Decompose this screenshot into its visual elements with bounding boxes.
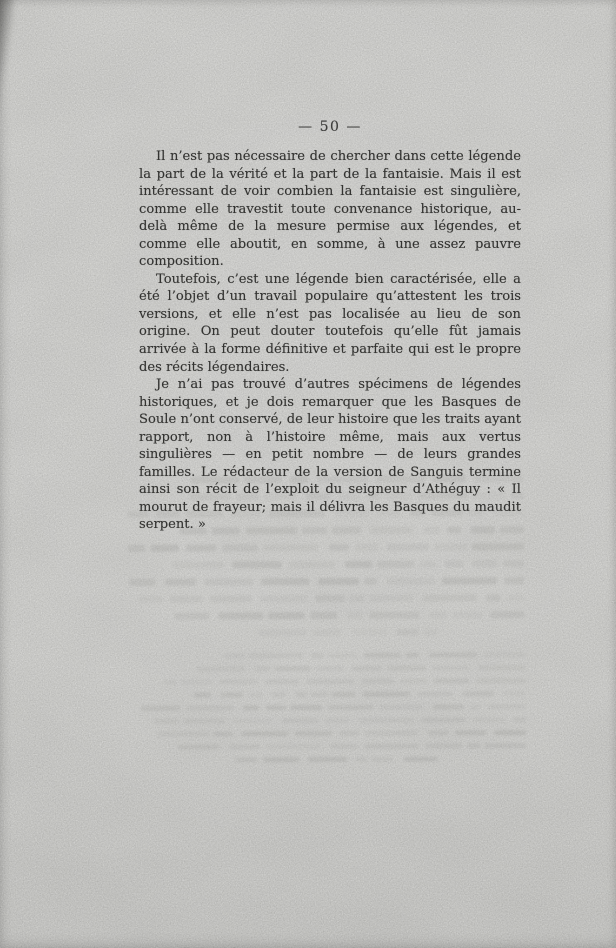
bleed-word-mark	[503, 560, 524, 567]
bleed-word-mark	[490, 611, 524, 618]
bleed-word-mark	[484, 743, 526, 748]
bleed-word-mark	[329, 544, 349, 551]
bleed-word-mark	[425, 743, 462, 748]
bleed-word-mark	[432, 665, 470, 670]
bleed-word-mark	[442, 577, 497, 584]
bleed-word-mark	[138, 596, 163, 603]
paragraph-3: Je n’ai pas trouvé d’autres spécimens de légendes historiques, et je dois remarquer que les Basques de Soule n’ont conservé, de leur histoire que les traits ayant rapport, non à l’histoire même, mais aux vertus singulières — en petit nombre — de leurs grandes familles. Le rédacteur de la version de Sanguis termine ainsi son récit de l’exploit du seigneur d’Athéguy : « Il mourut de frayeur; mais il délivra les Basques du maudit serpent. »	[139, 377, 521, 533]
bleed-word-mark	[307, 679, 354, 684]
bleed-word-mark	[154, 719, 178, 724]
bleed-word-mark	[129, 579, 155, 586]
bleed-word-mark	[455, 730, 486, 735]
bleed-word-mark	[141, 706, 180, 711]
bleed-word-mark	[486, 594, 500, 601]
bleed-word-mark	[310, 612, 337, 619]
bleed-word-mark	[472, 543, 524, 550]
bleed-word-mark	[339, 731, 359, 736]
bleed-word-mark	[255, 666, 271, 671]
bleed-word-mark	[289, 561, 336, 568]
bleed-word-mark	[183, 718, 225, 723]
bleed-word-mark	[355, 544, 378, 551]
bleed-word-mark	[347, 612, 362, 619]
bleed-word-mark	[261, 578, 309, 585]
bleed-word-mark	[197, 666, 245, 671]
bleed-word-mark	[369, 612, 419, 619]
bleed-word-mark	[174, 613, 209, 620]
bleed-word-mark	[351, 629, 387, 636]
bleed-word-mark	[187, 705, 234, 710]
bleed-word-mark	[233, 718, 272, 723]
bleed-word-mark	[379, 705, 424, 710]
bleed-word-mark	[418, 691, 453, 696]
bleed-word-mark	[258, 629, 306, 636]
paragraph-2: Toutefois, c’est une légende bien caractérisée, elle a été l’objet d’un travail populaire qu’attestent les trois versions, et elle n’est pas localisée au lieu de son origine. On peut douter toutefois qu’elle fût jamais arrivée à la forme définitive et parfaite qui est le propre des récits légendaires.	[139, 271, 521, 375]
bleed-word-mark	[349, 595, 365, 602]
bleed-word-mark	[170, 596, 202, 603]
text-block	[139, 148, 521, 534]
bleed-word-mark	[363, 692, 410, 697]
bleed-word-mark	[421, 717, 465, 722]
bleed-word-mark	[312, 629, 340, 636]
bleed-word-mark	[325, 718, 349, 723]
bleed-word-mark	[222, 544, 258, 551]
bleed-word-mark	[328, 653, 357, 658]
bleed-word-mark	[355, 757, 367, 762]
bleed-word-mark	[507, 594, 524, 601]
bleed-word-mark	[173, 561, 224, 568]
bleed-word-mark	[364, 578, 377, 585]
bleed-word-mark	[472, 560, 497, 567]
bleed-word-mark	[434, 543, 467, 550]
bleed-word-mark	[296, 692, 307, 697]
bleed-word-mark	[428, 730, 448, 735]
bleed-word-mark	[268, 612, 304, 619]
bleed-word-mark	[311, 692, 328, 697]
bleed-word-mark	[263, 757, 299, 762]
bleed-word-mark	[473, 717, 506, 722]
bleed-word-mark	[345, 561, 372, 568]
bleed-word-mark	[224, 653, 245, 658]
bleed-word-mark	[315, 595, 345, 602]
bleed-word-mark	[434, 678, 470, 683]
bleed-word-mark	[470, 704, 480, 709]
bleedthrough-footnote-text	[122, 647, 527, 766]
bleed-word-mark	[213, 731, 233, 736]
bleed-word-mark	[463, 691, 494, 696]
bleed-word-mark	[229, 744, 260, 749]
bleed-word-mark	[423, 629, 437, 636]
bleed-word-mark	[235, 757, 257, 762]
bleed-word-mark	[430, 611, 447, 618]
bleed-word-mark	[494, 730, 526, 735]
bleed-word-mark	[467, 743, 480, 748]
bleed-word-mark	[204, 578, 253, 585]
bleed-word-mark	[265, 679, 299, 684]
bleed-word-mark	[502, 691, 526, 696]
bleed-word-mark	[266, 705, 286, 710]
bleed-word-mark	[241, 731, 288, 736]
page-number: — 50 —	[298, 119, 362, 135]
bleed-word-mark	[318, 578, 359, 585]
bleed-word-mark	[311, 653, 324, 658]
bleed-word-mark	[316, 666, 344, 671]
bleed-word-mark	[282, 718, 318, 723]
bleed-word-mark	[406, 653, 419, 658]
bleed-word-mark	[181, 679, 212, 684]
bleed-word-mark	[364, 731, 417, 736]
bleed-word-mark	[210, 595, 251, 602]
bleed-word-mark	[387, 544, 429, 551]
bleed-word-mark	[420, 561, 436, 568]
bleed-word-mark	[290, 705, 322, 710]
bleed-word-mark	[232, 561, 282, 568]
bleed-word-mark	[157, 732, 209, 737]
bleed-word-mark	[488, 704, 526, 709]
bleed-word-mark	[308, 757, 347, 762]
bleed-word-mark	[364, 744, 419, 749]
bleed-word-mark	[388, 666, 426, 671]
bleed-word-mark	[330, 744, 358, 749]
bleed-word-mark	[478, 665, 526, 670]
bleed-word-mark	[186, 544, 216, 551]
bleed-word-mark	[328, 705, 374, 710]
bleed-word-mark	[445, 560, 463, 567]
bleed-word-mark	[362, 679, 394, 684]
bleed-word-mark	[377, 561, 414, 568]
bleed-word-mark	[364, 653, 401, 658]
bleed-word-mark	[504, 577, 524, 584]
bleed-word-mark	[429, 652, 477, 657]
scan-edge-shadow	[0, 0, 14, 124]
bleed-word-mark	[265, 744, 321, 749]
bleed-word-mark	[372, 757, 393, 762]
bleed-word-mark	[396, 629, 418, 636]
bleed-word-mark	[243, 705, 259, 710]
bleed-word-mark	[164, 680, 176, 685]
bleed-word-mark	[294, 731, 332, 736]
bleed-word-mark	[332, 692, 355, 697]
bleed-word-mark	[218, 612, 263, 619]
bleed-word-mark	[359, 718, 414, 723]
bleed-word-mark	[386, 578, 435, 585]
bleed-word-mark	[477, 678, 526, 683]
bleed-word-mark	[151, 545, 179, 552]
bleed-word-mark	[272, 692, 286, 697]
bleed-word-mark	[370, 595, 413, 602]
bleed-word-mark	[249, 692, 263, 697]
bleed-word-mark	[194, 692, 211, 697]
bleed-word-mark	[352, 666, 382, 671]
bleed-word-mark	[423, 594, 477, 601]
bleed-word-mark	[178, 744, 219, 749]
bleed-word-mark	[275, 666, 311, 671]
bleed-word-mark	[220, 679, 258, 684]
paragraph-1: Il n’est pas nécessaire de chercher dans cette légende la part de la vérité et la part de la fantaisie. Mais il est intéressant de voir combien la fantaisie est singulière, comme elle travestit toute convenance historique, au-delà même de la mesure permise aux légendes, et comme elle aboutit, en somme, à une assez pauvre composition.	[139, 149, 521, 270]
bleed-word-mark	[404, 757, 437, 762]
bleed-word-mark	[433, 704, 464, 709]
bleed-word-mark	[263, 544, 318, 551]
bleed-word-mark	[249, 653, 304, 658]
bleed-word-mark	[513, 717, 526, 722]
bleed-word-mark	[484, 652, 526, 657]
bleed-word-mark	[128, 545, 145, 552]
bleed-word-mark	[260, 595, 307, 602]
bleed-word-mark	[452, 611, 482, 618]
bleed-word-mark	[165, 579, 196, 586]
bleed-word-mark	[221, 692, 243, 697]
bleed-word-mark	[401, 679, 428, 684]
